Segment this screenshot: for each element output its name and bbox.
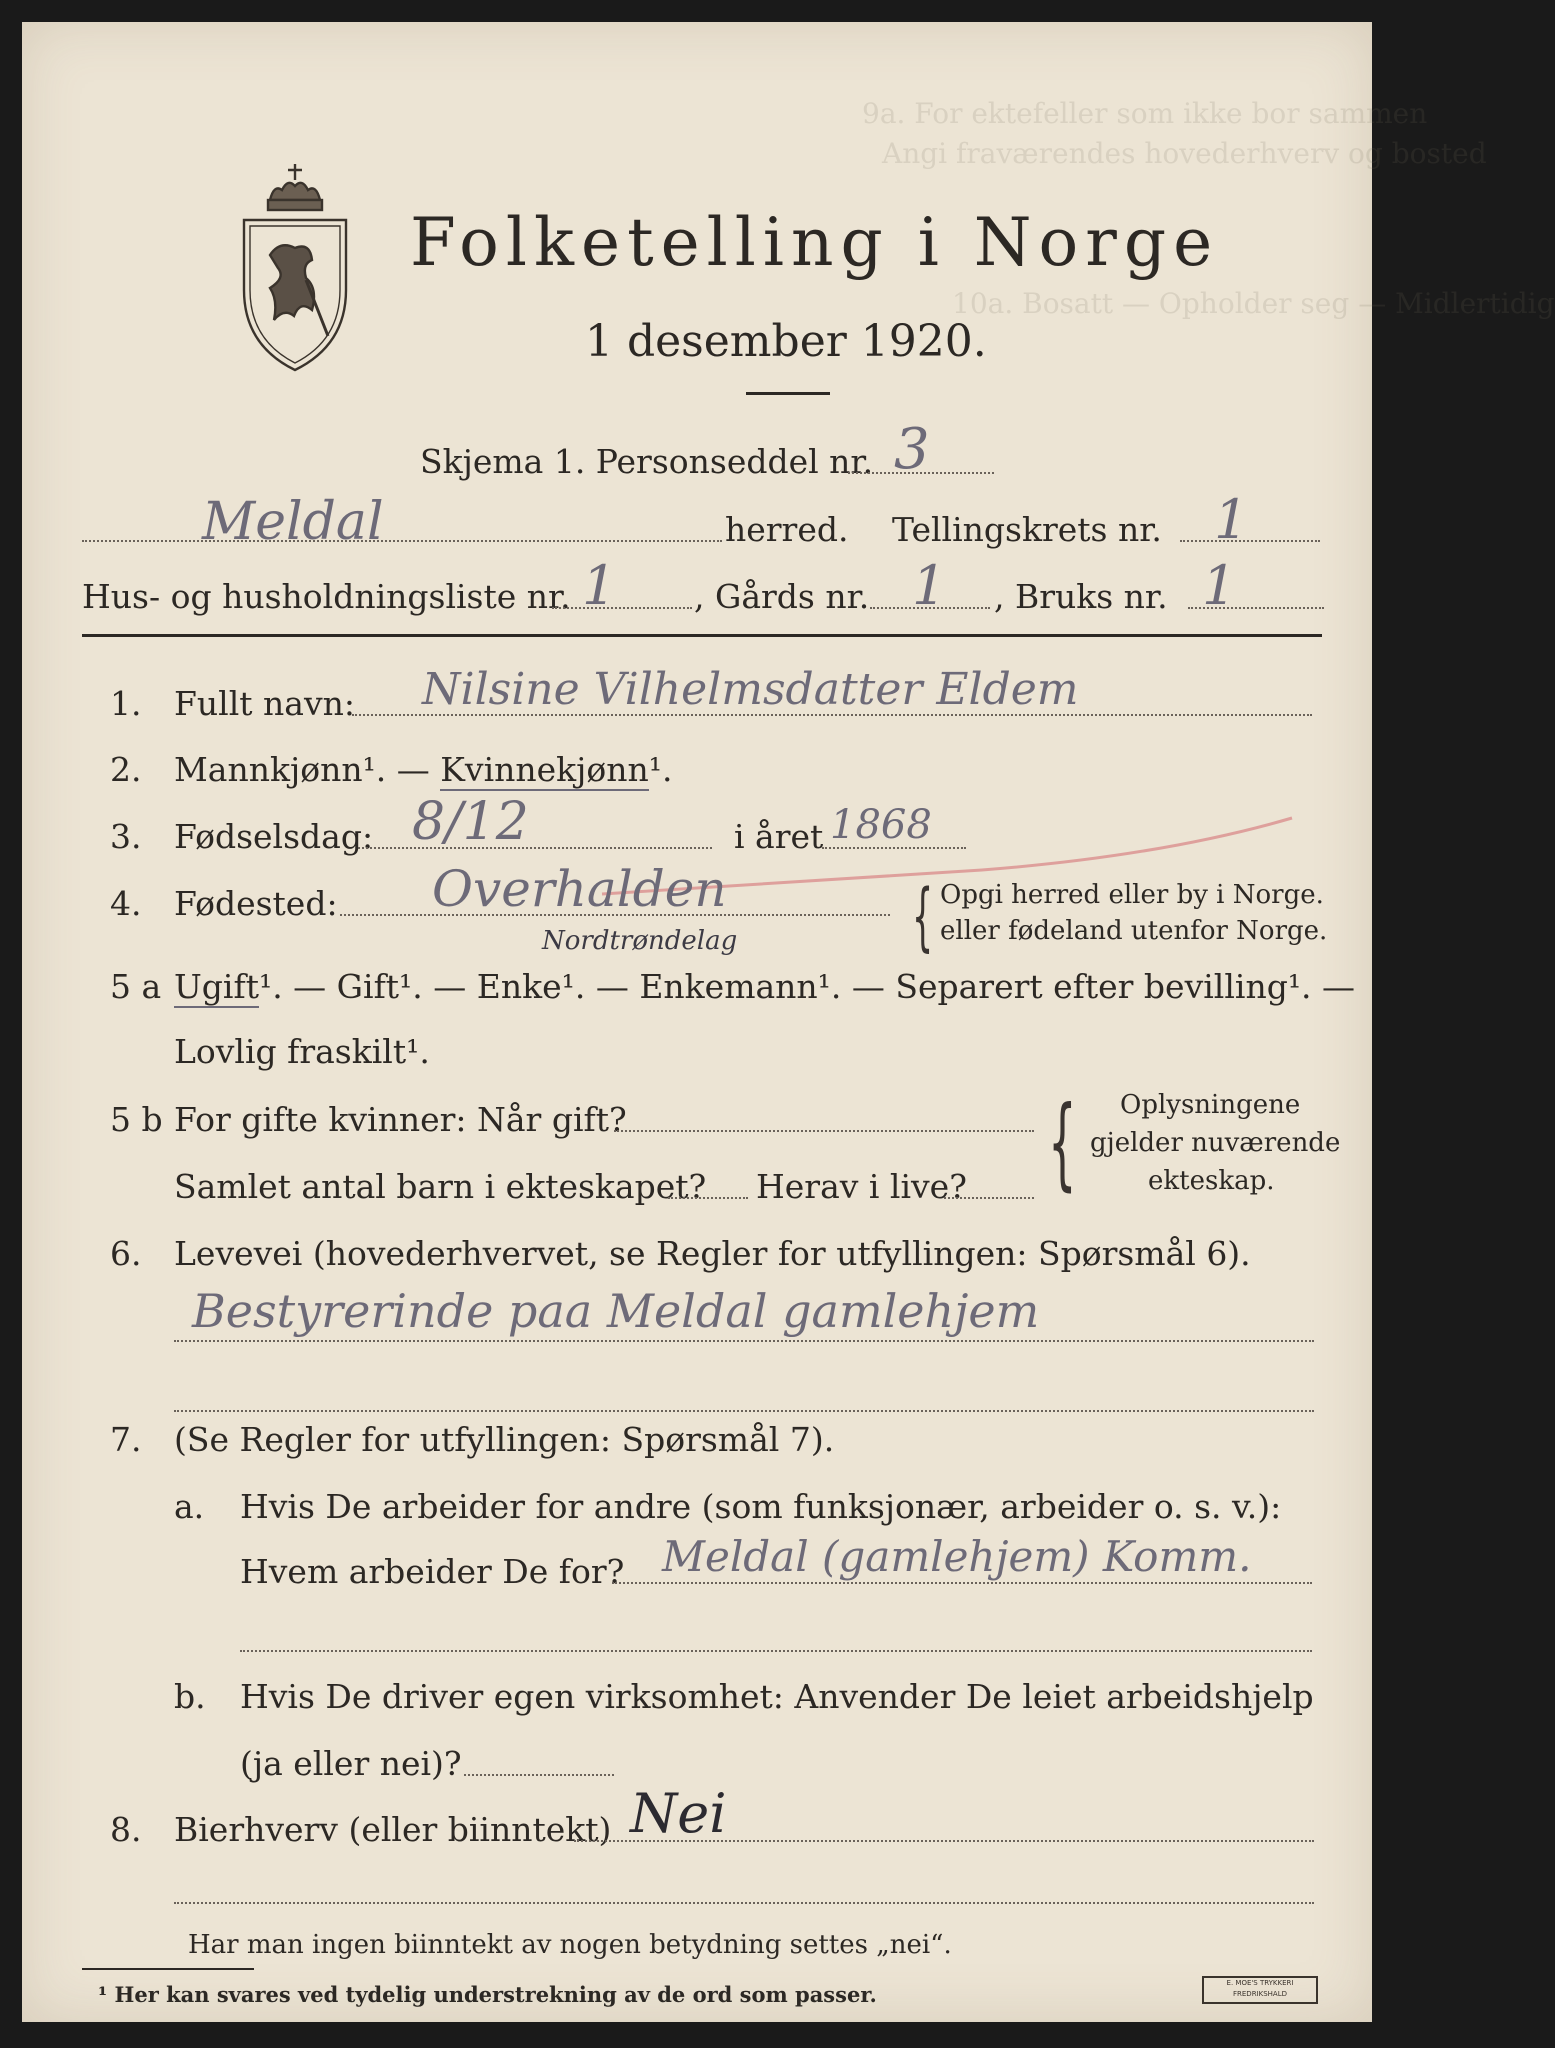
q2-option-kvinnekjonn: Kvinnekjønn [440, 750, 649, 789]
q5b-live-dots [944, 1197, 1034, 1199]
q4-answer-note: Nordtrøndelag [542, 926, 738, 956]
header-divider [82, 634, 1322, 637]
q7a-line1: Hvis De arbeider for andre (som funksjonær, arbeider o. s. v.): [240, 1487, 1282, 1526]
q8-label: Bierhverv (eller biinntekt) [174, 1810, 612, 1849]
q2-option-mannkjonn: Mannkjønn¹. — [174, 750, 441, 789]
q5b-line2a: Samlet antal barn i ekteskapet? [174, 1167, 707, 1206]
q6-dots-line2 [174, 1410, 1314, 1412]
q5b-barn-dots [668, 1197, 748, 1199]
q5a-rest: ¹. — Gift¹. — Enke¹. — Enkemann¹. — Separert efter bevilling¹. — [258, 967, 1356, 1006]
q1-answer: Nilsine Vilhelmsdatter Eldem [422, 664, 1079, 715]
q8-dots-line2 [174, 1902, 1314, 1904]
q6-label: Levevei (hovederhvervet, se Regler for utfyllingen: Spørsmål 6). [174, 1234, 1251, 1273]
husholdningsliste-value: 1 [582, 554, 617, 617]
q7a-dots-line2 [240, 1650, 1312, 1652]
tellingskrets-dots [1180, 540, 1320, 542]
q2-suffix: ¹. [648, 750, 673, 789]
q8-number: 8. [110, 1810, 142, 1849]
printer-stamp-text: E. MOE'S TRYKKERI FREDRIKSHALD [1226, 1979, 1294, 1998]
census-date: 1 desember 1920. [585, 316, 987, 367]
q3-answer: 8/12 [412, 792, 529, 852]
bruks-value: 1 [1202, 554, 1237, 617]
form-title: Folketelling i Norge [410, 204, 1220, 281]
footnote-rule [82, 1968, 254, 1970]
q2-label [174, 750, 673, 789]
q5b-note-line1: Oplysningene [1120, 1090, 1301, 1120]
bruks-label: , Bruks nr. [994, 577, 1168, 616]
q3-year-label: i året [734, 817, 824, 856]
q3-label: Fødselsdag: [174, 817, 374, 856]
q5b-naar-gift-dots [614, 1130, 1034, 1132]
husholdningsliste-label: Hus- og husholdningsliste nr. [82, 577, 571, 616]
q7b-line1: Hvis De driver egen virksomhet: Anvender De leiet arbeidshjelp [240, 1677, 1314, 1716]
q7-label: (Se Regler for utfyllingen: Spørsmål 7). [174, 1420, 835, 1459]
q6-number: 6. [110, 1234, 142, 1273]
q1-number: 1. [110, 684, 142, 723]
q7a-dots [612, 1582, 1312, 1584]
herred-dots [82, 540, 722, 542]
herred-label: herred. [725, 510, 849, 549]
q8-answer: Nei [630, 1782, 727, 1845]
q7b-dots [464, 1774, 614, 1776]
title-rule [746, 392, 830, 395]
coat-of-arms-emblem [240, 160, 350, 375]
footer-note: Har man ingen biinntekt av nogen betydning settes „nei“. [188, 1930, 952, 1960]
q1-label: Fullt navn: [174, 684, 355, 723]
tellingskrets-value: 1 [1214, 488, 1249, 551]
q7a-number: a. [174, 1487, 205, 1526]
q3-number: 3. [110, 817, 142, 856]
q5a-option-ugift: Ugift [174, 967, 259, 1006]
q2-number: 2. [110, 750, 142, 789]
q7b-line2: (ja eller nei)? [240, 1744, 462, 1783]
q5a-number: 5 a [110, 967, 162, 1006]
q5b-brace: { [1048, 1084, 1077, 1201]
q4-answer: Overhalden [432, 860, 727, 918]
q5a-options [174, 967, 1355, 1006]
q7a-line2: Hvem arbeider De for? [240, 1552, 625, 1591]
q4-label: Fødested: [174, 884, 338, 923]
q6-dots-line1 [174, 1340, 1314, 1342]
q4-number: 4. [110, 884, 142, 923]
printer-stamp [1202, 1976, 1318, 2004]
tellingskrets-label: Tellingskrets nr. [892, 510, 1162, 549]
q5a-line2: Lovlig fraskilt¹. [174, 1032, 430, 1071]
q3-year-value: 1868 [830, 802, 932, 848]
q5b-note-line3: ekteskap. [1148, 1166, 1275, 1196]
gards-label: , Gårds nr. [694, 577, 870, 616]
schema-value: 3 [894, 417, 930, 482]
herred-value: Meldal [202, 492, 384, 552]
q6-answer: Bestyrerinde paa Meldal gamlehjem [192, 1284, 1040, 1338]
footnote: ¹ Her kan svares ved tydelig understrekning av de ord som passer. [98, 1982, 877, 2007]
q5b-note-line2: gjelder nuværende [1090, 1128, 1341, 1158]
q4-note-line1: Opgi herred eller by i Norge. [940, 880, 1324, 910]
q7-number: 7. [110, 1420, 142, 1459]
q4-note-line2: eller fødeland utenfor Norge. [940, 916, 1328, 946]
q5b-line1: For gifte kvinner: Når gift? [174, 1100, 627, 1139]
census-form-page: 9a. For ektefeller som ikke bor sammen Angi fraværendes hovederhverv og bosted 10a. Bosatt — Opholder seg — Midlertidig Folketelling i Norge 1 desember 1920. Skjema 1. Personseddel nr. 3 Meldal herred. Tellingskrets nr. 1 Hus- og husholdningsliste nr. 1 , Gårds nr. 1 , Bruks nr. 1 1. Fullt navn: Nilsine Vilhelmsdatter Eldem 2. Mannkjønn¹. — Kvinnekjønn¹. 3. Fødselsdag: 8/12 i året 1868 4. Fødested: Overhalden Nordtrøndelag { Opgi herred eller by i Norge. eller fødeland utenfor Norge. 5 a Ugift¹. — Gift¹. — Enke¹. — Enkemann¹. — Separert efter bevilling¹. — Lovlig fraskilt¹. 5 b For gifte kvinner: Når gift? Samlet antal barn i ekteskapet? Herav i live? { Oplysningene gjelder nuværende ekteskap. 6. Levevei (hovederhvervet, se Regler for utfyllingen: Spørsmål 6). Bestyrerinde paa Meldal gamlehjem 7. (Se Regler for utfyllingen: Spørsmål 7). a. Hvis De arbeider for andre (som funksjonær, arbeider o. s. v.): Hvem arbeider De for? Meldal (gamlehjem) Komm. b. Hvis De driver egen virksomhet: Anvender De leiet arbeidshjelp (ja eller nei)? 8. Bierhverv (eller biinntekt) Nei Har man ingen biinntekt av nogen betydning settes „nei“. ¹ Her kan svares ved tydelig understrekning av de ord som passer. E. MOE'S TRYKKERI FREDRIKSHALD [22, 22, 1372, 2022]
q5b-line2b: Herav i live? [756, 1167, 967, 1206]
husholdningsliste-dots [552, 607, 692, 609]
q7a-answer: Meldal (gamlehjem) Komm. [662, 1532, 1252, 1581]
q5b-number: 5 b [110, 1100, 163, 1139]
schema-label: Skjema 1. Personseddel nr. [420, 442, 874, 481]
gards-value: 1 [912, 554, 947, 617]
q7b-number: b. [174, 1677, 206, 1716]
q4-brace: { [912, 874, 934, 960]
